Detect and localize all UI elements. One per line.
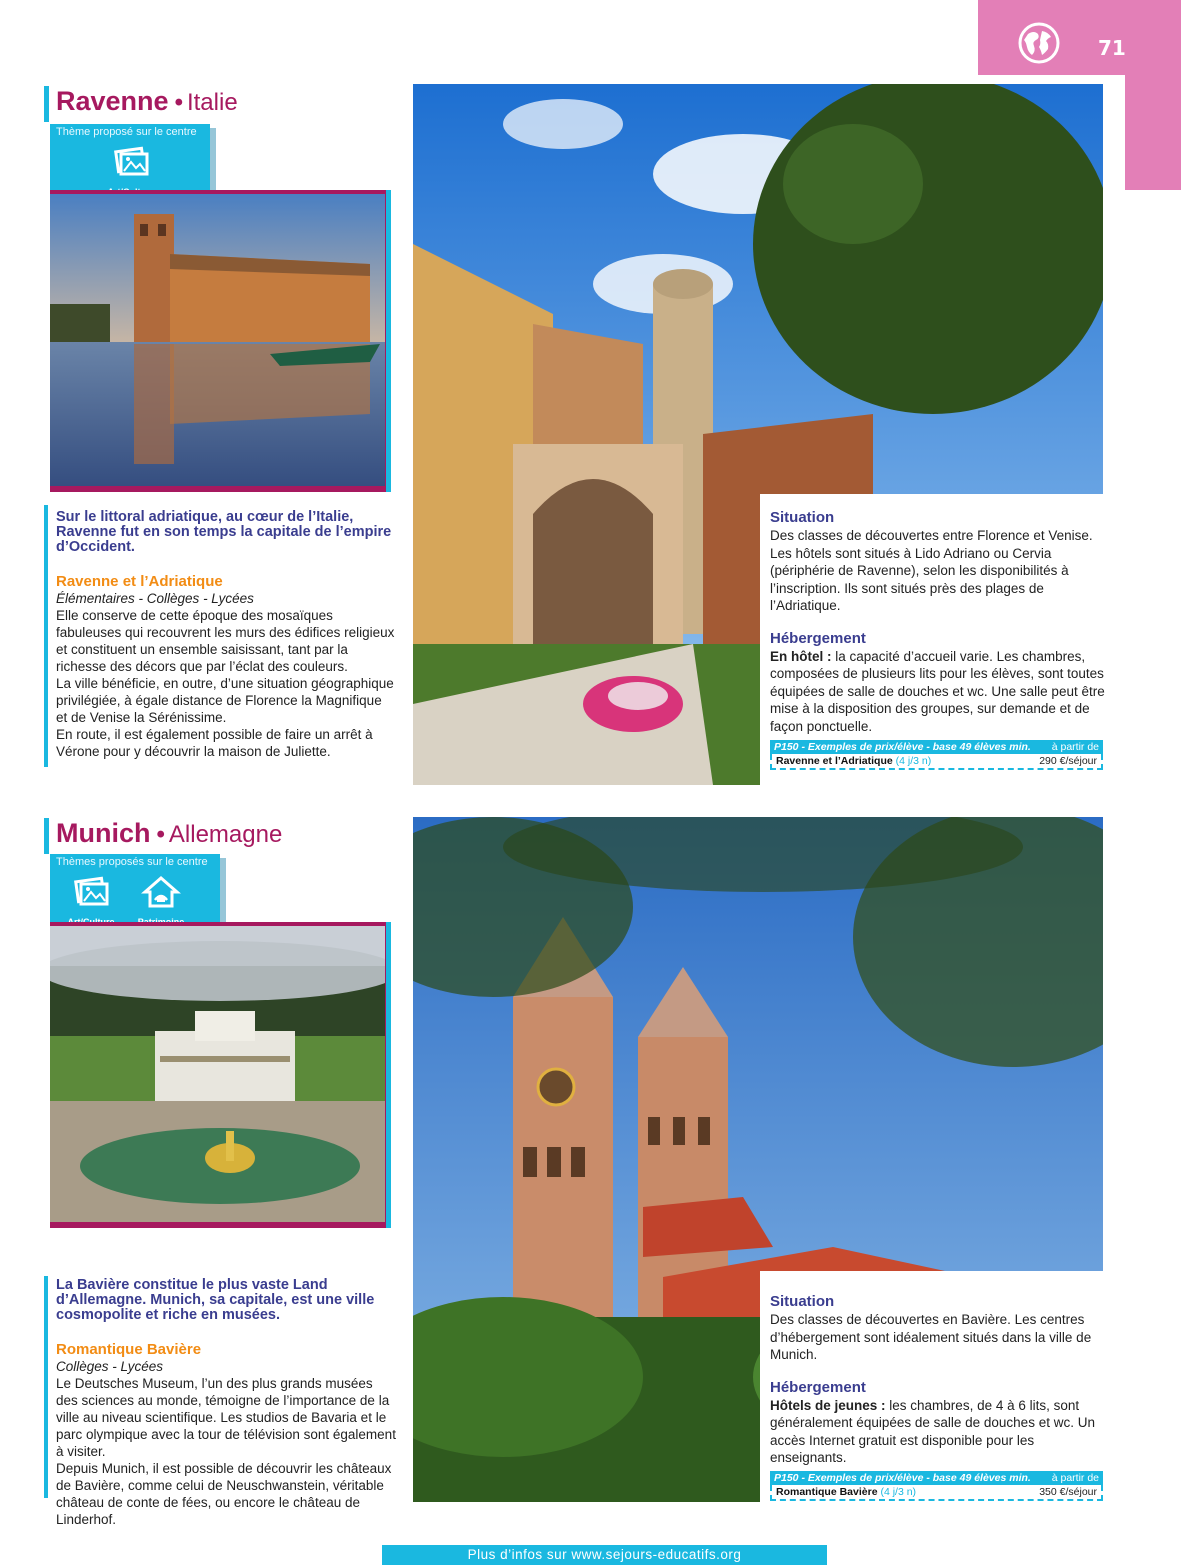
page-tab-extension — [1125, 75, 1181, 190]
hebergement-text — [770, 648, 1105, 736]
theme-box — [50, 854, 220, 928]
price-table — [770, 1471, 1103, 1501]
body-paragraph: Depuis Munich, il est possible de découvrir les châteaux de Bavière, comme celui de Neuschwanstein, véritable château de conte de fées, ou encore le château de Linderhof. — [56, 1461, 392, 1527]
page-number: 71 — [1098, 36, 1126, 60]
price-basis: Exemples de prix/élève - base 49 élèves min. — [807, 1472, 1031, 1484]
price-from: à partir de — [1051, 741, 1099, 753]
price-note — [774, 1472, 1031, 1484]
text-accent-bar — [44, 505, 48, 767]
city-name: Munich — [56, 818, 151, 848]
section-accent-bar — [44, 86, 49, 122]
hebergement-label: En hôtel : — [770, 648, 832, 664]
page-tab — [978, 0, 1181, 75]
title-bullet: • — [156, 821, 165, 848]
situation-text: Des classes de découvertes en Bavière. Les centres d’hébergement sont idéalement situés dans la ville de Munich. — [770, 1312, 1092, 1362]
program-title: Ravenne et l’Adriatique — [56, 573, 223, 590]
hebergement-title: Hébergement — [770, 629, 866, 647]
price-basis: Exemples de prix/élève - base 49 élèves min. — [807, 741, 1031, 753]
footer-website-link[interactable]: Plus d’infos sur www.sejours-educatifs.org — [382, 1545, 827, 1565]
country-name: Italie — [186, 89, 238, 116]
price-note — [774, 741, 1031, 753]
info-ravenne — [770, 508, 1105, 735]
price-row — [770, 1485, 1103, 1501]
theme-box — [50, 124, 210, 198]
body-paragraph: La ville bénéficie, en outre, d’une situation géographique privilégiée, à égale distance de Florence la Magnifique et de Venise la Sérénissime. — [56, 676, 394, 725]
title-bullet: • — [174, 89, 183, 116]
photo-linderhof-palace — [50, 926, 385, 1222]
program-title: Romantique Bavière — [56, 1341, 202, 1358]
body-paragraph: Elle conserve de cette époque des mosaïques fabuleuses qui recouvrent les murs des édifices religieux et constituent un ensemble saisissant, tant par la richesse des décors que par l’éclat des couleurs. — [56, 608, 395, 674]
info-munich — [770, 1292, 1105, 1467]
globe-icon — [1018, 22, 1060, 64]
theme-patrimoine — [126, 876, 196, 927]
price-duration: (4 j/3 n) — [880, 1486, 917, 1498]
text-accent-bar — [44, 1276, 48, 1498]
art-culture-icon — [71, 876, 111, 910]
school-levels: Élémentaires - Collèges - Lycées — [56, 591, 254, 606]
price-header — [770, 740, 1103, 754]
price-amount: 290 €/séjour — [1039, 755, 1097, 767]
section-title-ravenne — [56, 86, 238, 117]
price-code: P150 - — [774, 741, 805, 753]
situation-title: Situation — [770, 1293, 835, 1310]
hebergement-body: les chambres, de 4 à 6 lits, sont généralement équipées de salle de douches et wc. Un accès Internet gratuit est disponible pour les enseignants. — [770, 1397, 1095, 1465]
section-text-ravenne — [56, 510, 396, 760]
price-from: à partir de — [1051, 1472, 1099, 1484]
price-program: Romantique Bavière — [776, 1486, 878, 1498]
section-text-munich — [56, 1278, 396, 1528]
price-program: Ravenne et l’Adriatique — [776, 755, 893, 767]
themes-label: Thème proposé sur le centre — [56, 126, 197, 138]
photo-frame-accent — [386, 190, 391, 492]
section-title-munich — [56, 818, 282, 849]
lead-paragraph: La Bavière constitue le plus vaste Land d’Allemagne. Munich, sa capitale, est une ville cosmopolite et riche en musées. — [56, 1277, 375, 1323]
price-table — [770, 740, 1103, 770]
section-accent-bar — [44, 818, 49, 854]
price-duration: (4 j/3 n) — [895, 755, 932, 767]
situation-text: Des classes de découvertes entre Florence et Venise. Les hôtels sont situés à Lido Adriano ou Cervia (périphérie de Ravenne), selon les disponibilités à l’inscription. Ils sont situés près des plages de l’Adriatique. — [770, 528, 1093, 613]
price-code: P150 - — [774, 1472, 805, 1484]
body-paragraph: En route, il est également possible de faire un arrêt à Vérone pour y découvrir la maison de Juliette. — [56, 727, 373, 759]
country-name: Allemagne — [168, 821, 283, 848]
photo-ravenne-canal — [50, 194, 385, 486]
hebergement-body: la capacité d’accueil varie. Les chambres, composées de plusieurs lits pour les élèves, sont toutes équipées de salle de douches et wc. Une salle peut être mise à la disposition des groupes, sur demande et de façon ponctuelle. — [770, 648, 1105, 734]
situation-title: Situation — [770, 509, 835, 526]
theme-art-culture — [56, 876, 126, 927]
hebergement-text — [770, 1397, 1105, 1467]
price-header — [770, 1471, 1103, 1485]
lead-paragraph: Sur le littoral adriatique, au cœur de l’Italie, Ravenne fut en son temps la capitale de l’empire d’Occident. — [56, 509, 392, 555]
heritage-icon — [141, 876, 181, 910]
hebergement-title: Hébergement — [770, 1378, 866, 1396]
hebergement-label: Hôtels de jeunes : — [770, 1397, 886, 1413]
art-culture-icon — [111, 146, 151, 180]
photo-frame-accent — [386, 922, 391, 1228]
price-row — [770, 754, 1103, 770]
body-paragraph: Le Deutsches Museum, l’un des plus grands musées des sciences au monde, témoigne de l’importance de la ville au niveau scientifique. Les studios de Bavaria et le parc olympique avec la tour de télévision sont également à visiter. — [56, 1376, 396, 1459]
school-levels: Collèges - Lycées — [56, 1359, 164, 1374]
city-name: Ravenne — [56, 86, 169, 116]
themes-label: Thèmes proposés sur le centre — [56, 856, 208, 868]
price-amount: 350 €/séjour — [1039, 1486, 1097, 1498]
